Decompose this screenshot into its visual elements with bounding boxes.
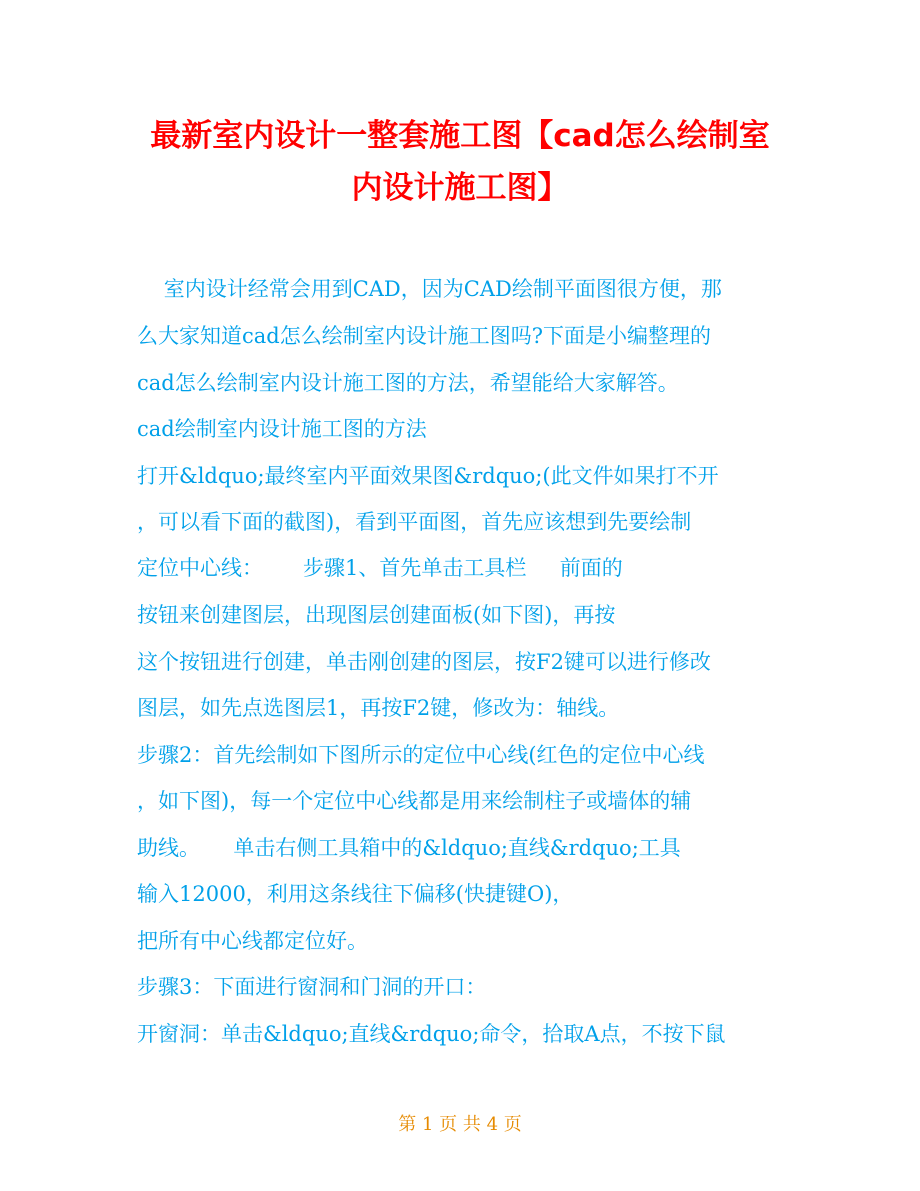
- body-line-2: 么大家知道cad怎么绘制室内设计施工图吗?下面是小编整理的: [137, 324, 711, 348]
- body-line-13: 助线。 单击右侧工具箱中的&ldquo;直线&rdquo;工具: [137, 836, 681, 860]
- body-line-1: 室内设计经常会用到CAD，因为CAD绘制平面图很方便，那: [137, 277, 722, 301]
- document-title-line-1: 最新室内设计一整套施工图【cad怎么绘制室: [150, 118, 770, 154]
- body-line-15: 把所有中心线都定位好。: [137, 929, 368, 953]
- body-line-14: 输入12000，利用这条线往下偏移(快捷键O)，: [137, 882, 574, 906]
- body-line-10: 图层，如先点选图层1，再按F2键，修改为：轴线。: [137, 696, 620, 720]
- body-line-8: 按钮来创建图层，出现图层创建面板(如下图)，再按: [137, 603, 616, 627]
- page-footer: 第 1 页 共 4 页: [398, 1114, 522, 1135]
- body-line-7: 定位中心线： 步骤1、首先单击工具栏 前面的: [137, 556, 623, 580]
- document-title-line-2: 内设计施工图】: [351, 170, 569, 206]
- body-line-16: 步骤3：下面进行窗洞和门洞的开口：: [137, 975, 487, 999]
- body-line-9: 这个按钮进行创建，单击刚创建的图层，按F2键可以进行修改: [137, 650, 711, 674]
- body-line-17: 开窗洞：单击&ldquo;直线&rdquo;命令，拾取A点，不按下鼠: [137, 1022, 726, 1046]
- body-line-11: 步骤2：首先绘制如下图所示的定位中心线(红色的定位中心线: [137, 743, 705, 767]
- body-line-3: cad怎么绘制室内设计施工图的方法，希望能给大家解答。: [137, 371, 679, 395]
- body-line-4: cad绘制室内设计施工图的方法: [137, 417, 427, 441]
- body-line-6: ，可以看下面的截图)，看到平面图，首先应该想到先要绘制: [137, 510, 692, 534]
- body-line-5: 打开&ldquo;最终室内平面效果图&rdquo;(此文件如果打不开: [137, 464, 719, 488]
- body-line-12: ，如下图)，每一个定位中心线都是用来绘制柱子或墙体的辅: [137, 789, 692, 813]
